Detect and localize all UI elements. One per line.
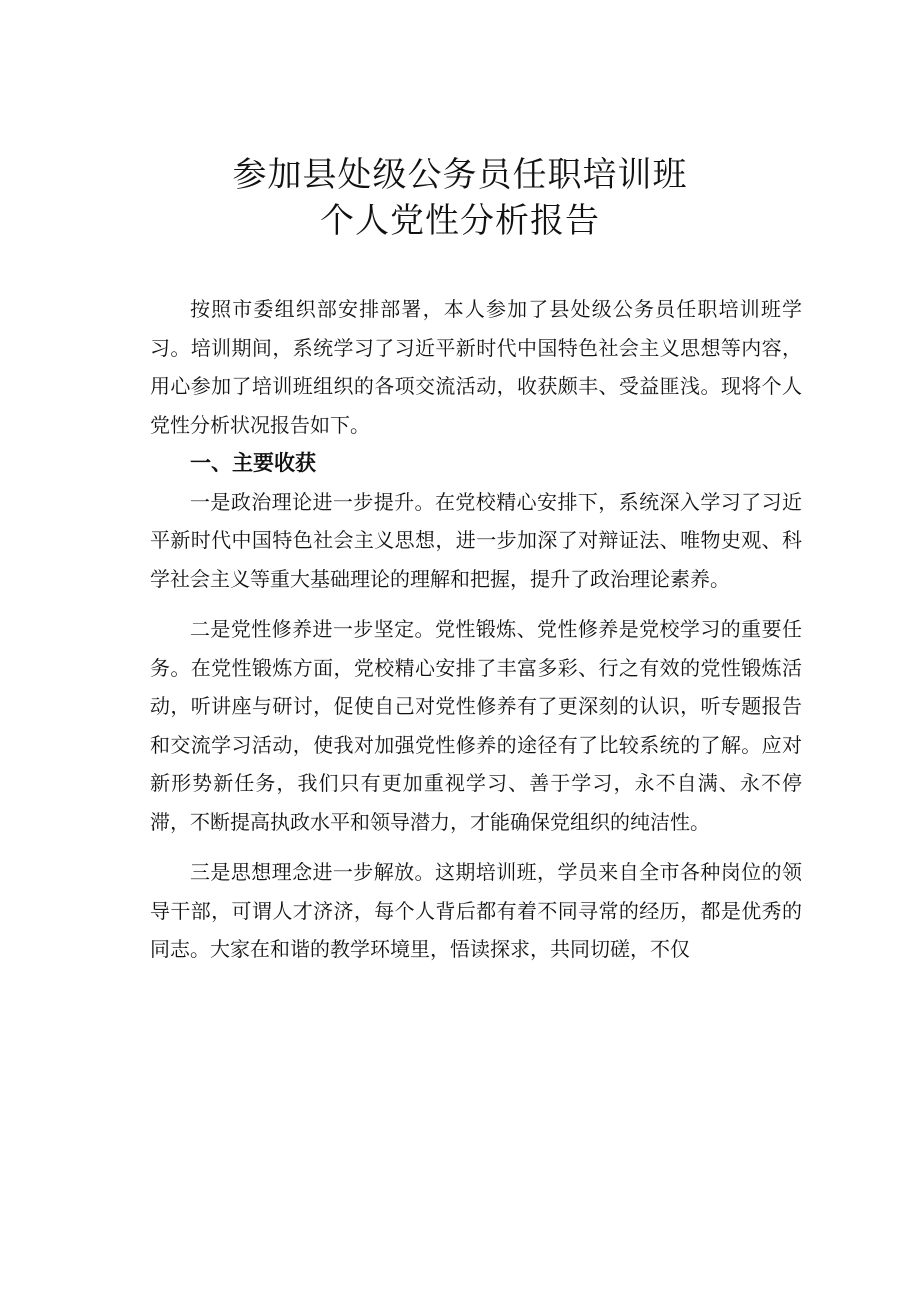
- document-body: [150, 290, 802, 969]
- title-line-2: 个人党性分析报告: [320, 201, 600, 241]
- intro-paragraph: 按照市委组织部安排部署，本人参加了县处级公务员任职培训班学习。培训期间，系统学习了习近平新时代中国特色社会主义思想等内容，用心参加了培训班组织的各项交流活动，收获颇丰、受益匪浅。现将个人党性分析状况报告如下。: [150, 297, 802, 437]
- point-paragraph-2: 二是党性修养进一步坚定。党性锻炼、党性修养是党校学习的重要任务。在党性锻炼方面，党校精心安排了丰富多彩、行之有效的党性锻炼活动，听讲座与研讨，促使自己对党性修养有了更深刻的认识，听专题报告和交流学习活动，使我对加强党性修养的途径有了比较系统的了解。应对新形势新任务，我们只有更加重视学习、善于学习，永不自满、永不停滞，不断提高执政水平和领导潜力，才能确保党组织的纯洁性。: [150, 617, 802, 834]
- document-title: [0, 152, 920, 244]
- title-line-1: 参加县处级公务员任职培训班: [232, 155, 688, 195]
- point-paragraph-3: 三是思想理念进一步解放。这期培训班，学员来自全市各种岗位的领导干部，可谓人才济济，每个人背后都有着不同寻常的经历，都是优秀的同志。大家在和谐的教学环境里，悟读探求，共同切磋，不仅: [150, 860, 802, 961]
- section-heading-main-gains: 一、主要收获: [190, 451, 316, 475]
- point-paragraph-1: 一是政治理论进一步提升。在党校精心安排下，系统深入学习了习近平新时代中国特色社会主义思想，进一步加深了对辩证法、唯物史观、科学社会主义等重大基础理论的理解和把握，提升了政治理论素养。: [150, 489, 802, 591]
